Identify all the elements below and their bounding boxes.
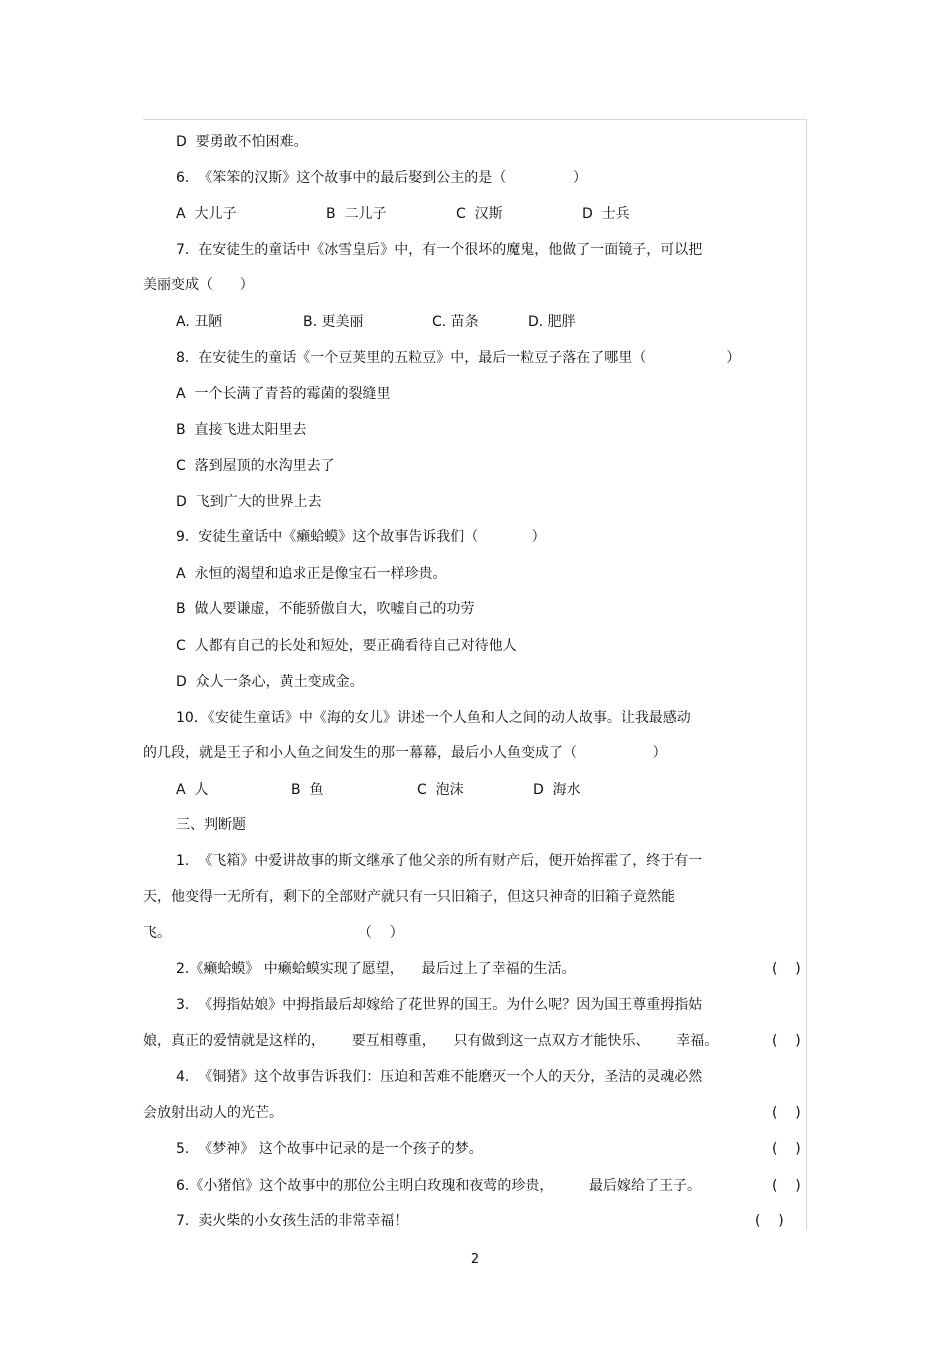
question-10-line2: 的几段，就是王子和小人鱼之间发生的那一幕幕，最后小人鱼变成了（ ） [143,745,667,761]
q7-option-c: C. 苗条 [432,314,479,330]
judge-2-answer-paren[interactable]: ( ) [772,961,801,977]
q5-option-d: D 要勇敢不怕困难。 [176,134,308,150]
question-7-line1: 7. 在安徒生的童话中《冰雪皇后》中，有一个很坏的魔鬼，他做了一面镜子，可以把 [176,242,703,258]
judge-3-line1: 3. 《拇指姑娘》中拇指最后却嫁给了花世界的国王。为什么呢？因为国王尊重拇指姑 [176,997,703,1013]
question-6: 6. 《笨笨的汉斯》这个故事中的最后娶到公主的是（ ） [176,170,588,186]
judge-4-line2: 会放射出动人的光芒。 [143,1105,283,1121]
q8-option-c: C 落到屋顶的水沟里去了 [176,458,335,474]
q6-option-c: C 汉斯 [456,206,503,222]
q8-option-a: A 一个长满了青苔的霉菌的裂缝里 [176,386,391,402]
judge-2: 2.《癞蛤蟆》 中癞蛤蟆实现了愿望， 最后过上了幸福的生活。 [176,961,576,977]
section-heading-judgement: 三、判断题 [176,817,246,833]
judge-7: 7. 卖火柴的小女孩生活的非常幸福！ [176,1213,409,1229]
q10-option-a: A 人 [176,782,209,798]
question-10-line1: 10．《安徒生童话》中《海的女儿》讲述一个人鱼和人之间的动人故事。让我最感动 [176,710,691,726]
judge-5: 5. 《梦神》 这个故事中记录的是一个孩子的梦。 [176,1141,483,1157]
judge-1-line3: 飞。 （ ） [143,925,404,941]
q8-option-b: B 直接飞进太阳里去 [176,422,307,438]
question-8: 8. 在安徒生的童话《一个豆荚里的五粒豆》中，最后一粒豆子落在了哪里（ ） [176,350,741,366]
judge-4-line1: 4. 《铜猪》这个故事告诉我们：压迫和苦难不能磨灭一个人的天分，圣洁的灵魂必然 [176,1069,703,1085]
q10-option-d: D 海水 [533,782,581,798]
q6-option-d: D 士兵 [582,206,630,222]
q7-option-b: B. 更美丽 [303,314,364,330]
q6-option-a: A 大儿子 [176,206,237,222]
q9-option-a: A 永恒的渴望和追求正是像宝石一样珍贵。 [176,566,447,582]
judge-5-answer-paren[interactable]: ( ) [772,1141,801,1157]
judge-7-answer-paren[interactable]: ( ) [755,1213,784,1229]
page-number: 2 [470,1252,480,1267]
q9-option-c: C 人都有自己的长处和短处，要正确看待自己对待他人 [176,638,517,654]
q10-option-c: C 泡沫 [417,782,464,798]
q8-option-d: D 飞到广大的世界上去 [176,494,322,510]
q6-option-b: B 二儿子 [326,206,387,222]
q10-option-b: B 鱼 [291,782,324,798]
question-7-line2: 美丽变成（ ） [143,277,254,293]
judge-6: 6.《小猪倌》这个故事中的那位公主明白玫瑰和夜莺的珍贵， 最后嫁给了王子。 [176,1178,701,1194]
q7-option-a: A. 丑陋 [176,314,223,330]
judge-1-line2: 天，他变得一无所有，剩下的全部财产就只有一只旧箱子，但这只神奇的旧箱子竟然能 [143,889,675,905]
judge-3-line2: 娘，真正的爱情就是这样的， 要互相尊重， 只有做到这一点双方才能快乐、 幸福。 [143,1033,719,1049]
judge-4-answer-paren[interactable]: ( ) [772,1105,801,1121]
q9-option-d: D 众人一条心，黄土变成金。 [176,674,364,690]
judge-3-answer-paren[interactable]: ( ) [772,1033,801,1049]
q9-option-b: B 做人要谦虚，不能骄傲自大，吹嘘自己的功劳 [176,601,475,617]
judge-6-answer-paren[interactable]: ( ) [772,1178,801,1194]
q7-option-d: D. 肥胖 [528,314,576,330]
judge-1-line1: 1. 《飞箱》中爱讲故事的斯文继承了他父亲的所有财产后，便开始挥霍了，终于有一 [176,853,703,869]
question-9: 9. 安徒生童话中《癞蛤蟆》这个故事告诉我们（ ） [176,529,546,545]
